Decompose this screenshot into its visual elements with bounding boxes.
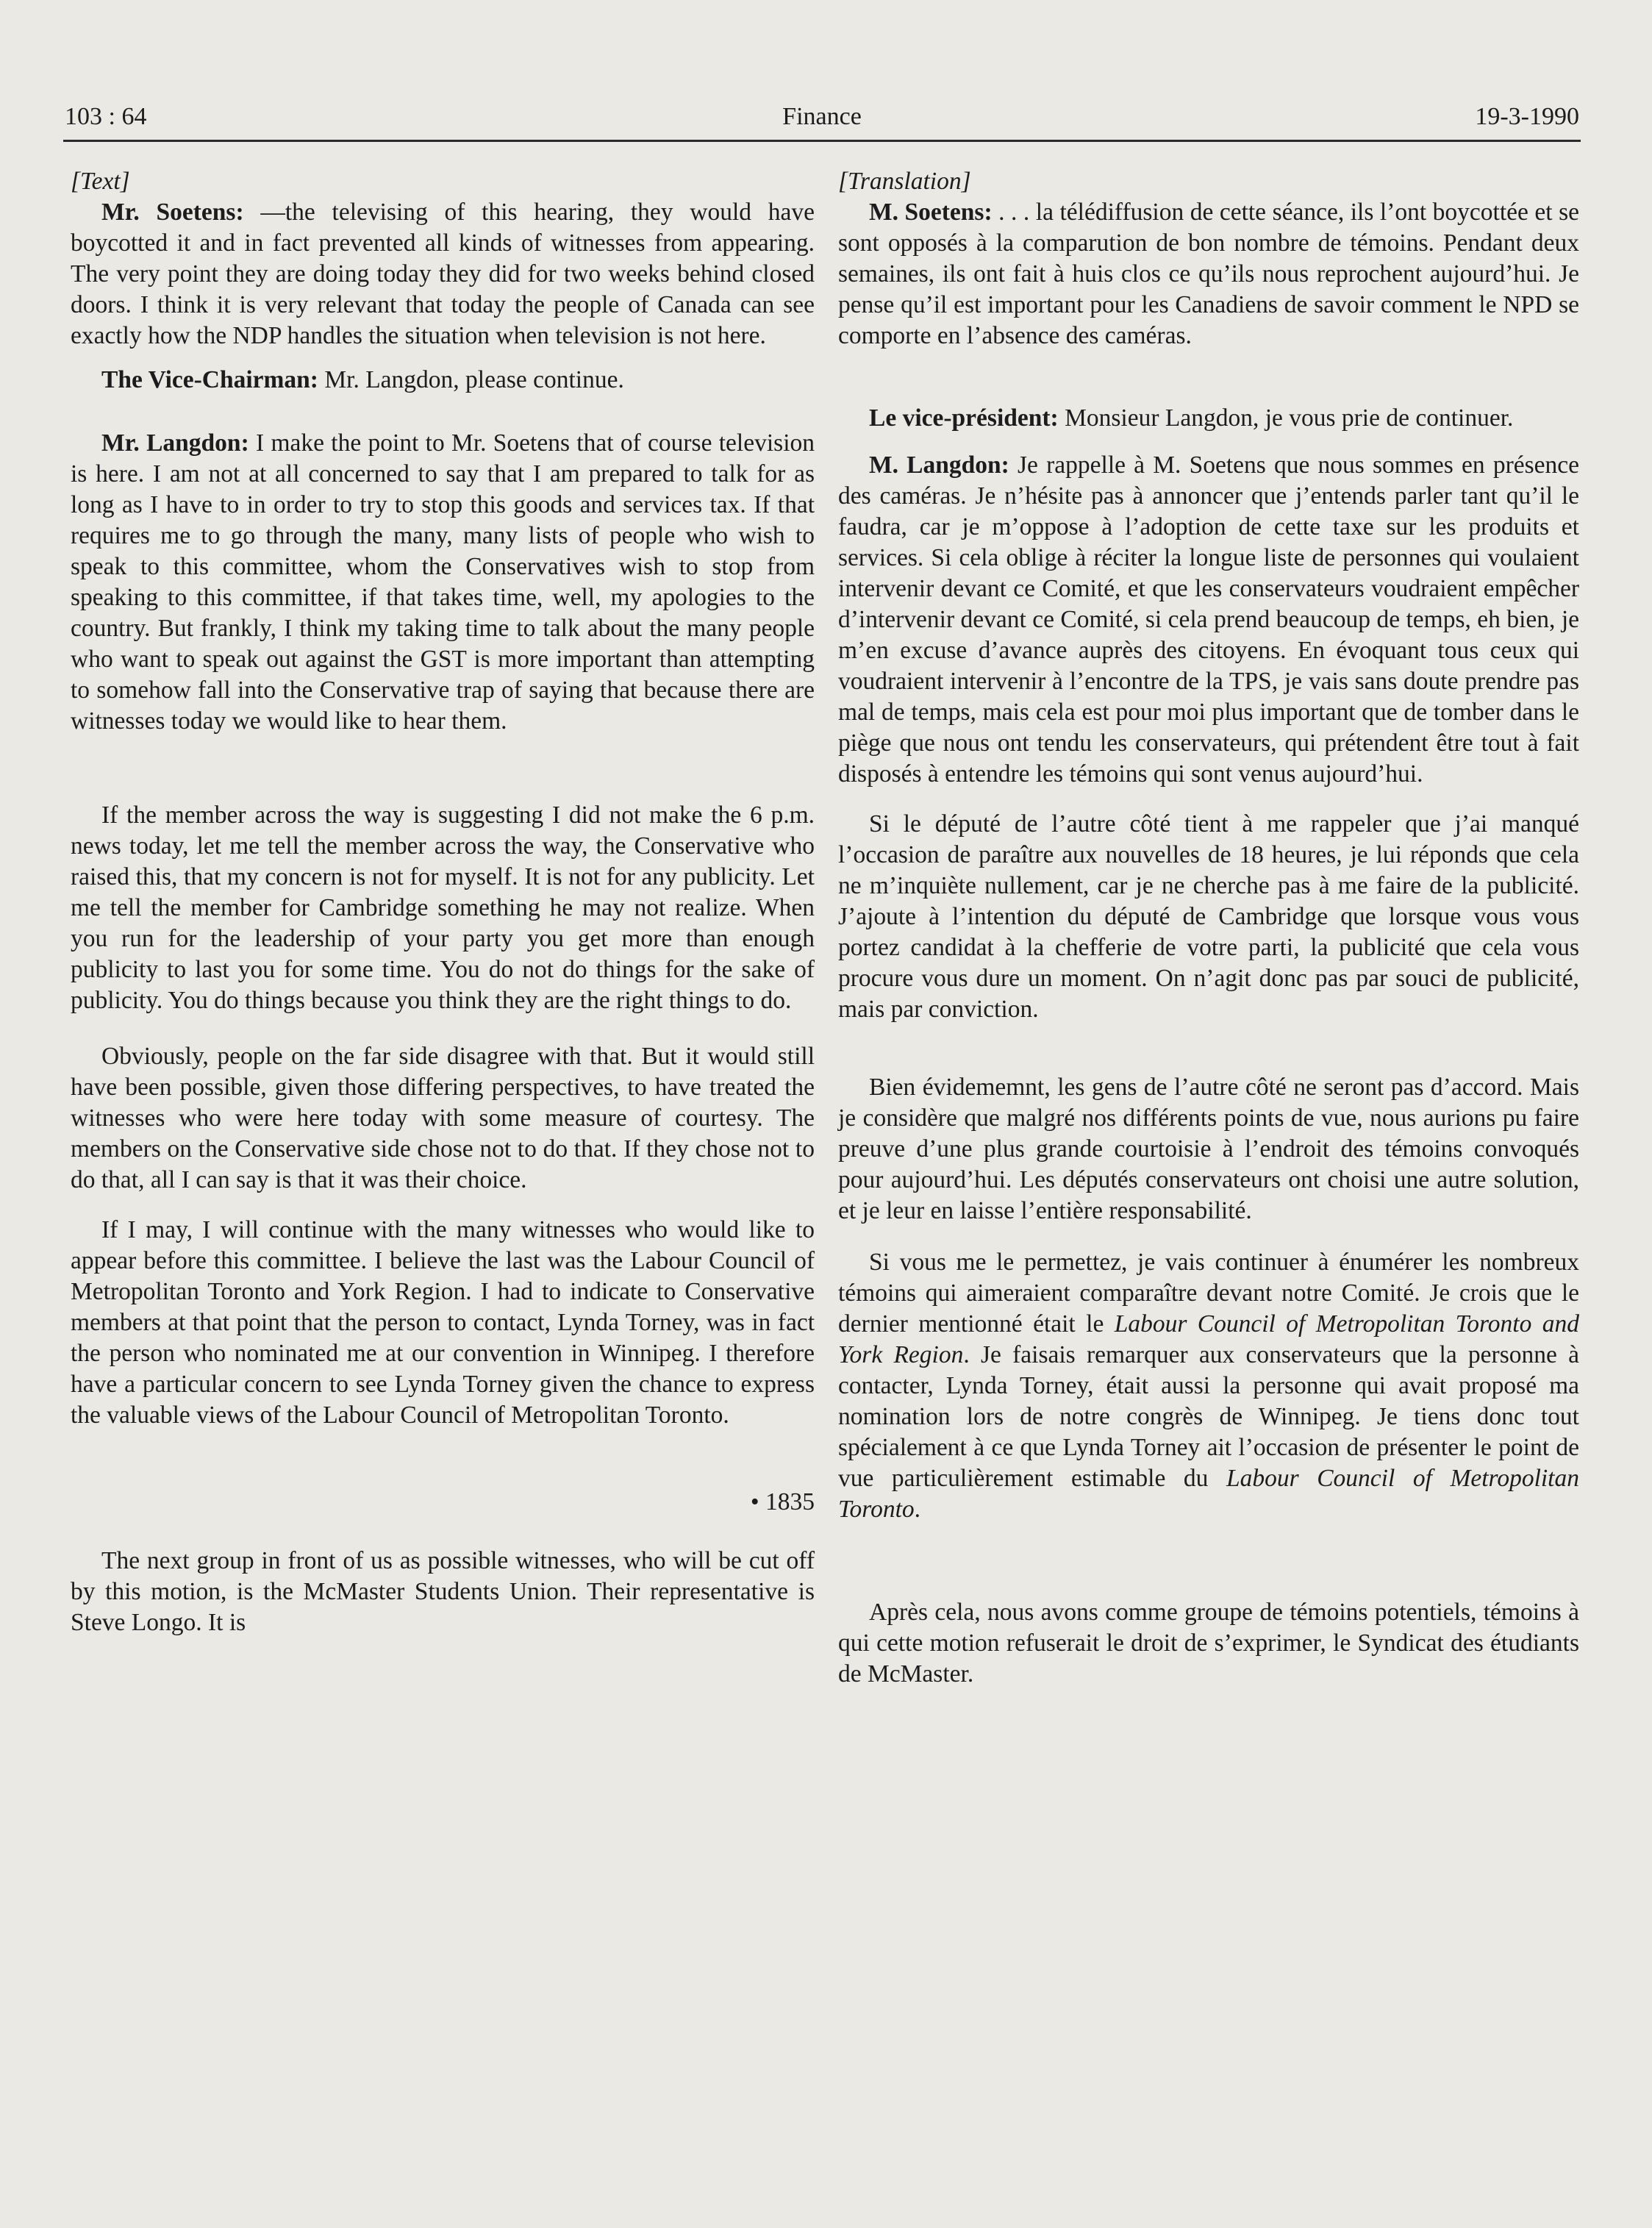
paragraph-courtesy-en: Obviously, people on the far side disagree with that. But it would still have been possible, given those differing perspectives, to have treated the witnesses who were here today with some measure of courtesy. The members on the Conservative side chose not to do that. If they chose not to do that, all I can say is that it was their choice. <box>71 1043 815 1193</box>
paragraph-langdon-fr <box>838 450 1579 790</box>
header-rule <box>63 140 1581 142</box>
paragraph-text: Si vous me le permettez, je vais continuer à énumérer les nombreux témoins qui aimeraient comparaître devant notre Comité. Je crois que le dernier mentionné était le <box>838 1249 1579 1338</box>
paragraph-publicity-fr: Si le député de l’autre côté tient à me rappeler que j’ai manqué l’occasion de paraître aux nouvelles de 18 heures, je lui réponds que cela ne m’inquiète nullement, car je ne cherche pas à me faire de la publicité. J’ajoute à l’intention du député de Cambridge que lorsque vous vous portez candidat à la chefferie de votre parti, la publicité que cela vous procure vous dure un moment. On n’agit donc pas par souci de publicité, mais par conviction. <box>838 810 1579 1023</box>
paragraph-text: Mr. Langdon, please continue. <box>318 366 624 393</box>
speaker-name: M. Langdon: <box>869 451 1009 479</box>
paragraph-text: . . . la télédiffusion de cette séance, ils l’ont boycottée et se sont opposés à la comparution de bon nombre de témoins. Pendant deux semaines, ils ont fait à huis clos ce qu’ils nous reprochent aujourd’hui. Je pense qu’il est important pour les Canadiens de savoir comment le NPD se comporte en l’absence des caméras. <box>838 199 1579 349</box>
organization-name: Labour Council of Metropolitan Toronto and York Region <box>838 1310 1579 1368</box>
paragraph-witnesses-fr <box>838 1247 1579 1525</box>
speaker-name: Mr. Soetens: <box>101 199 244 226</box>
paragraph-vice-president-fr <box>838 403 1579 434</box>
paragraph-witnesses-en: If I may, I will continue with the many witnesses who would like to appear before this committee. I believe the last was the Labour Council of Metropolitan Toronto and York Region. I had to indicate to Conservative members at that point that the person to contact, Lynda Torney, was in fact the person who nominated me at our convention in Winnipeg. I therefore have a particular concern to see Lynda Torney given the chance to express the valuable views of the Labour Council of Metropolitan Toronto. <box>71 1216 815 1429</box>
paragraph-text: Je rappelle à M. Soetens que nous sommes en présence des caméras. Je n’hésite pas à annoncer que j’entends parler tant qu’il le faudra, car je m’oppose à l’adoption de cette taxe sur les produits et services. Si cela oblige à réciter la longue liste de personnes qui voulaient intervenir devant ce Comité, et que les conservateurs voudraient empêcher d’intervenir devant ce Comité, si cela prend beaucoup de temps, eh bien, je m’en excuse d’avance auprès des citoyens. En évoquant tous ceux qui voudraient intervenir à l’encontre de la TPS, je vais sans doute prendre pas mal de temps, mais cela est pour moi plus important que de tomber dans le piège que nous ont tendu les conservateurs, qui prétendent être tout à fait disposés à entendre les témoins qui sont venus aujourd’hui. <box>838 451 1579 788</box>
text-label: [Text] <box>71 168 130 195</box>
paragraph-langdon-en <box>71 428 815 737</box>
paragraph-soetens-en <box>71 197 815 351</box>
paragraph-text: —the televising of this hearing, they would have boycotted it and in fact prevented all kinds of witnesses from appearing. The very point they are doing today they did for two weeks behind closed doors. I think it is very relevant that today the people of Canada can see exactly how the NDP handles the situation when television is not here. <box>71 199 815 349</box>
paragraph-text: . <box>914 1496 921 1523</box>
speaker-name: Mr. Langdon: <box>101 429 249 457</box>
french-column <box>838 166 1579 1690</box>
section-title: Finance <box>782 103 862 130</box>
timestamp: • 1835 <box>750 1488 815 1515</box>
page-date: 19-3-1990 <box>1475 103 1579 130</box>
paragraph-mcmaster-en: The next group in front of us as possible witnesses, who will be cut off by this motion, is the McMaster Students Union. Their representative is Steve Longo. It is <box>71 1547 815 1636</box>
speaker-name: M. Soetens: <box>869 199 993 226</box>
speaker-name: Le vice-président: <box>869 404 1059 432</box>
paragraph-text: Monsieur Langdon, je vous prie de continuer. <box>1058 404 1514 432</box>
paragraph-soetens-fr <box>838 197 1579 351</box>
translation-label: [Translation] <box>838 168 971 195</box>
organization-name: Labour Council of Metropolitan Toronto <box>838 1465 1579 1523</box>
page-number: 103 : 64 <box>65 103 147 130</box>
paragraph-text: . Je faisais remarquer aux conservateurs que la personne à contacter, Lynda Torney, était aussi la personne qui avait proposé ma nomination lors de notre congrès de Winnipeg. Je tiens donc tout spécialement à ce que Lynda Torney ait l’occasion de présenter le point de vue particulièrement estimable du <box>838 1341 1579 1492</box>
paragraph-courtesy-fr: Bien évidememnt, les gens de l’autre côté ne seront pas d’accord. Mais je considère que malgré nos différents points de vue, nous aurions pu faire preuve d’une plus grande courtoisie à l’endroit des témoins convoqués pour aujourd’hui. Les députés conservateurs ont choisi une autre solution, et je leur en laisse l’entière responsabilité. <box>838 1074 1579 1224</box>
paragraph-text: I make the point to Mr. Soetens that of course television is here. I am not at all concerned to say that I am prepared to talk for as long as I have to in order to try to stop this goods and services tax. If that requires me to go through the many, many lists of people who wish to speak to this committee, whom the Conservatives wish to stop from speaking to this committee, if that takes time, well, my apologies to the country. But frankly, I think my taking time to talk about the many people who want to speak out against the GST is more important than attempting to somehow fall into the Conservative trap of saying that because there are witnesses today we would like to hear them. <box>71 429 815 735</box>
paragraph-publicity-en: If the member across the way is suggesting I did not make the 6 p.m. news today, let me tell the member across the way, the Conservative who raised this, that my concern is not for myself. It is not for any publicity. Let me tell the member for Cambridge something he may not realize. When you run for the leadership of your party you get more than enough publicity to last you for some time. You do not do things for the sake of publicity. You do things because you think they are the right things to do. <box>71 801 815 1014</box>
page-header <box>65 103 1579 144</box>
paragraph-vice-chairman-en <box>71 365 815 396</box>
english-column <box>71 166 815 1638</box>
paragraph-mcmaster-fr: Après cela, nous avons comme groupe de témoins potentiels, témoins à qui cette motion refuserait le droit de s’exprimer, le Syndicat des étudiants de McMaster. <box>838 1599 1579 1688</box>
speaker-name: The Vice-Chairman: <box>101 366 318 393</box>
